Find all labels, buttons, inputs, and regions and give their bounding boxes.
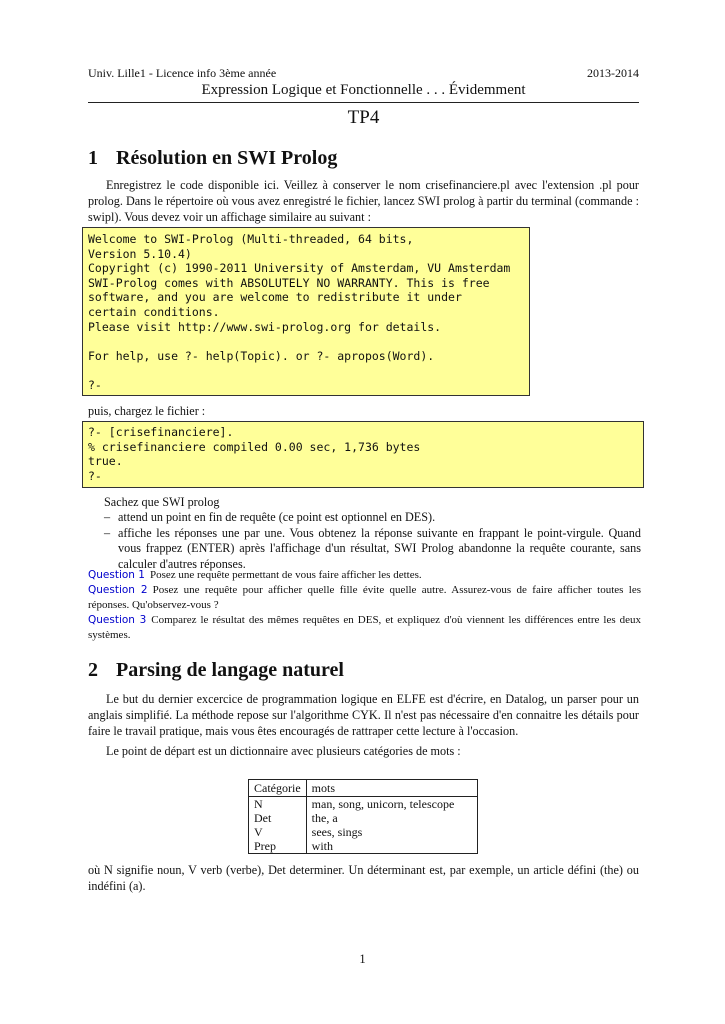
table-row <box>249 825 478 839</box>
section-1-heading <box>88 147 337 170</box>
word-category-table <box>248 779 478 854</box>
header-year: 2013-2014 <box>587 66 639 80</box>
code-line: ?- <box>88 377 102 392</box>
question-text: Posez une requête permettant de vous faire afficher les dettes. <box>149 569 422 581</box>
question-label: Question 1 <box>88 569 145 581</box>
code-line: certain conditions. <box>88 304 220 319</box>
table-header-cell: Catégorie <box>249 780 307 797</box>
code-line: true. <box>88 454 123 469</box>
code-line <box>88 334 524 349</box>
table-cell: sees, sings <box>311 825 363 839</box>
section-2-heading <box>88 659 344 682</box>
code-line: Please visit http://www.swi-prolog.org for details. <box>88 319 442 334</box>
table-cell: with <box>311 839 333 853</box>
section-1-title: Résolution en SWI Prolog <box>116 147 338 169</box>
table-row <box>249 839 478 854</box>
section-2-paragraph-3: où N signifie noun, V verb (verbe), Det determiner. Un déterminant est, par exemple, un article défini (the) ou indéfini (a). <box>88 863 639 893</box>
code-line: SWI-Prolog comes with ABSOLUTELY NO WARRANTY. This is free <box>88 275 490 290</box>
table-cell: man, song, unicorn, telescope <box>311 797 455 811</box>
code-line: Version 5.10.4) <box>88 246 192 261</box>
section-1-intro <box>88 177 639 225</box>
question-3 <box>88 613 641 643</box>
table-row <box>249 811 478 825</box>
table-cell: V <box>249 825 307 839</box>
code-line: Copyright (c) 1990-2011 University of Amsterdam, VU Amsterdam <box>88 261 511 276</box>
question-2 <box>88 583 641 613</box>
header-rule <box>88 102 639 103</box>
intro-text: Enregistrez le code disponible ici. Veillez à conserver le nom crisefinanciere.pl avec l'extension .pl pour prolog. Dans le répertoire où vous avez enregistré le fichier, lancez SWI prolog à partir du terminal (commande : swipl). Vous devez voir un affichage similaire au suivant : <box>88 178 639 224</box>
section-1-number: 1 <box>88 147 98 169</box>
section-2-number: 2 <box>88 659 98 681</box>
table-header-row <box>249 780 478 797</box>
table-cell: Prep <box>249 839 307 854</box>
question-label: Question 2 <box>88 584 148 596</box>
code-line: ?- [crisefinanciere]. <box>88 425 234 439</box>
code-line: software, and you are welcome to redistribute it under <box>88 290 462 305</box>
code-line: Welcome to SWI-Prolog (Multi-threaded, 64 bits, <box>88 232 414 246</box>
question-label: Question 3 <box>88 614 147 626</box>
code-block-welcome <box>82 227 530 396</box>
table-cell: the, a <box>311 811 338 825</box>
list-item: – attend un point en fin de requête (ce point est optionnel en DES). <box>104 510 436 524</box>
question-text: Posez une requête pour afficher quelle fille évite quelle autre. Assurez-vous de faire afficher toutes les réponses. Qu'observez-vous ? <box>88 584 642 611</box>
code-line: ?- <box>88 468 102 483</box>
table-cell: N <box>249 797 307 812</box>
load-text: puis, chargez le fichier : <box>88 404 206 418</box>
sachez-text: Sachez que SWI prolog <box>104 495 220 509</box>
section-2-paragraph-2: Le point de départ est un dictionnaire avec plusieurs catégories de mots : <box>106 744 461 758</box>
table-row <box>249 797 478 812</box>
page-number: 1 <box>359 952 366 966</box>
table-header-cell: mots <box>306 780 477 797</box>
code-line: For help, use ?- help(Topic). or ?- apropos(Word). <box>88 348 435 363</box>
question-text: Comparez le résultat des mêmes requêtes en DES, et expliquez d'où viennent les différences entre les deux systèmes. <box>88 614 642 641</box>
prolog-notes-list <box>104 510 641 572</box>
header-institution: Univ. Lille1 - Licence info 3ème année <box>88 66 277 80</box>
section-2-title: Parsing de langage naturel <box>116 659 344 681</box>
section-2-paragraph-1: Le but du dernier excercice de programmation logique en ELFE est d'écrire, en Datalog, un parser pour un anglais simplifié. La méthode repose sur l'algorithme CYK. Il n'est pas nécessaire d'en connaitre les détails pour faire le travail pratique, mais vous êtes encouragés de rattraper cette lecture à l'occasion. <box>88 692 639 738</box>
code-block-load <box>82 421 644 488</box>
list-item: – affiche les réponses une par une. Vous obtenez la réponse suivante en frappant le point-virgule. Quand vous frappez (ENTER) après l'affichage d'un résultat, SWI Prolog abandonne la requête courante, sans calculer d'autres réponses. <box>104 525 641 571</box>
question-1 <box>88 568 641 583</box>
code-line: % crisefinanciere compiled 0.00 sec, 1,736 bytes <box>88 439 421 454</box>
code-line <box>88 363 524 378</box>
course-title: Expression Logique et Fonctionnelle . . . Évidemment <box>201 82 526 98</box>
tp-title: TP4 <box>347 107 380 128</box>
table-cell: Det <box>249 811 307 825</box>
